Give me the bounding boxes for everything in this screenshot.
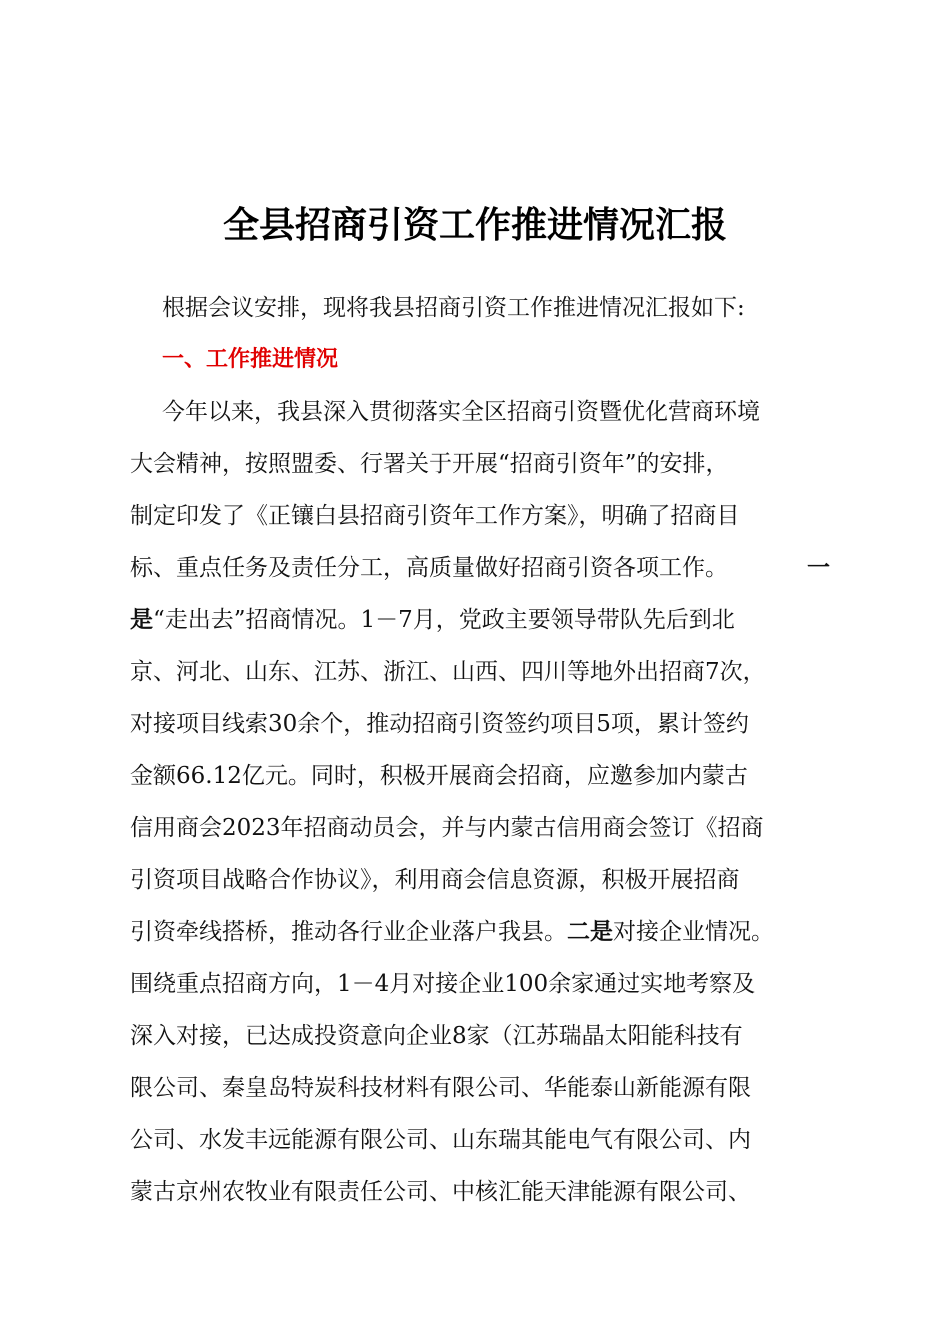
body-line (130, 1062, 830, 1114)
body-line (130, 542, 830, 594)
body-text: 限公司、秦皇岛特炭科技材料有限公司、华能泰山新能源有限 (130, 1075, 751, 1101)
body-text: 标、重点任务及责任分工，高质量做好招商引资各项工作。 (130, 555, 728, 581)
body-line (130, 386, 830, 438)
body-line (130, 1010, 830, 1062)
body-line (130, 750, 830, 802)
emphasis-text: 二是 (567, 919, 613, 945)
section-heading: 一、工作推进情况 (162, 347, 339, 372)
intro-text: 根据会议安排，现将我县招商引资工作推进情况汇报如下: (162, 295, 745, 321)
body-line (130, 1114, 830, 1166)
body-text: 引资牵线搭桥，推动各行业企业落户我县。 (130, 919, 567, 945)
body-text: “走出去”招商情况。1－7月，党政主要领导带队先后到北 (153, 607, 735, 633)
body-text: 蒙古京州农牧业有限责任公司、中核汇能天津能源有限公司、 (130, 1179, 751, 1205)
section-heading-line (130, 334, 830, 386)
body-text: 深入对接，已达成投资意向企业8家（江苏瑞晶太阳能科技有 (130, 1023, 743, 1049)
emphasis-text: 一 (807, 555, 830, 581)
body-text: 公司、水发丰远能源有限公司、山东瑞其能电气有限公司、内 (130, 1127, 751, 1153)
intro-paragraph (130, 282, 830, 334)
emphasis-text: 是 (130, 607, 153, 633)
document-title: 全县招商引资工作推进情况汇报 (222, 204, 727, 246)
body-text: 京、河北、山东、江苏、浙江、山西、四川等地外出招商7次， (130, 659, 766, 685)
body-text: 围绕重点招商方向，1－4月对接企业100余家通过实地考察及 (130, 971, 756, 997)
body-line (130, 594, 830, 646)
body-text: 信用商会2023年招商动员会，并与内蒙古信用商会签订《招商 (130, 815, 764, 841)
body-line (130, 438, 830, 490)
body-text: 对接项目线索30余个，推动招商引资签约项目5项，累计签约 (130, 711, 749, 737)
body-line (130, 906, 830, 958)
body-text: 引资项目战略合作协议》，利用商会信息资源，积极开展招商 (130, 867, 740, 893)
body-text: 金额66.12亿元。同时，积极开展商会招商，应邀参加内蒙古 (130, 763, 748, 789)
document-body (130, 282, 830, 1218)
body-line (130, 490, 830, 542)
body-line (130, 802, 830, 854)
body-text: 对接企业情况。 (613, 919, 774, 945)
body-line (130, 698, 830, 750)
body-text: 今年以来，我县深入贯彻落实全区招商引资暨优化营商环境 (162, 399, 760, 425)
body-text: 制定印发了《正镶白县招商引资年工作方案》，明确了招商目 (130, 503, 740, 529)
body-line (130, 1166, 830, 1218)
body-text: 大会精神，按照盟委、行署关于开展“招商引资年”的安排， (130, 451, 729, 477)
body-line (130, 958, 830, 1010)
body-line (130, 854, 830, 906)
body-line (130, 646, 830, 698)
